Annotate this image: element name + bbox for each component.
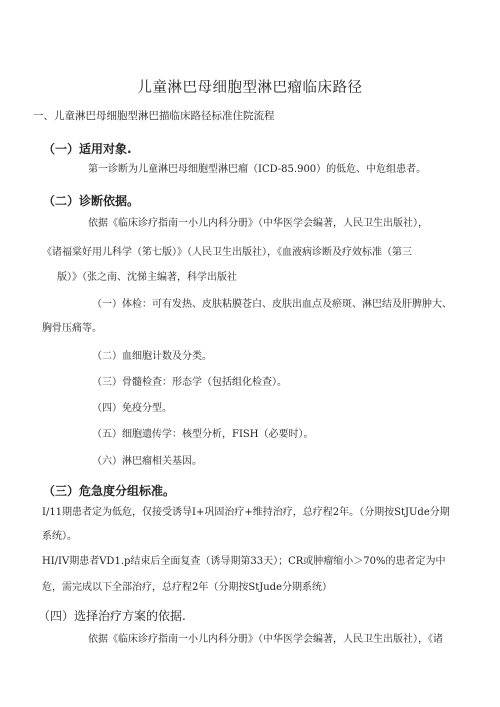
risk-line: I/11期患者定为低危，仅接受诱导I+巩固治疗+维持治疗，总疗程2年。（分期按StJUde分期 bbox=[42, 507, 450, 518]
treatment-heading: （四）选择治疗方案的依据. bbox=[38, 609, 186, 623]
risk-line: 系统）。 bbox=[42, 531, 77, 542]
diagnosis-line: 《诸福棠好用儿科学（笫七版）》（人民卫生出版社），《血液病诊断及疗效标准（第三 bbox=[42, 247, 412, 258]
diagnosis-item: （六）淋巴瘤相关基因。 bbox=[92, 456, 202, 467]
section-one-heading: 一、儿童淋巴母细胞型淋巴描临床路径标准住院流程 bbox=[33, 110, 275, 122]
treatment-line: 依据《临床诊疗指南一小儿内科分册》（中华医学会编著，人民卫生出版社），《诸 bbox=[88, 634, 443, 645]
exam-line: 胸骨压痛等。 bbox=[42, 323, 102, 334]
diagnosis-heading: （二）诊断依据。 bbox=[43, 194, 140, 208]
risk-line: HI/IV期患者VD1.p结束后全面复查（诱导期第33天）；CR或肿瘤缩小＞70%的患者定为中 bbox=[42, 556, 446, 567]
applicable-body: 第一诊断为儿童淋巴母细胞型淋巴瘤（ICD-85.900）的低危、中危组患者。 bbox=[88, 164, 427, 175]
diagnosis-item: （二）血细胞计数及分类。 bbox=[92, 351, 212, 362]
diagnosis-line: 版）》（张之南、沈悌主编著，科学出版社 bbox=[57, 272, 237, 283]
applicable-heading: （一）适用对象. bbox=[43, 142, 132, 156]
diagnosis-item: （三）骨髓检查：形态学（包括组化检查）。 bbox=[92, 377, 287, 388]
risk-heading: （三）危急度分组标准。 bbox=[43, 484, 176, 498]
page-title: 儿童淋巴母细胞型淋巴瘤临床路径 bbox=[137, 80, 363, 96]
risk-line: 危，需完成以下全部治疗，总疗程2年（分期按StJude分期系统） bbox=[42, 582, 332, 593]
diagnosis-item: （五）细胞遗传学：核型分析，FISH（必要时）。 bbox=[92, 429, 314, 440]
diagnosis-line: 依据《临床诊疗指南一小儿内科分册》（中华医学会编著，人民卫生出版社）， bbox=[88, 218, 428, 229]
diagnosis-item: （四）免疫分型。 bbox=[92, 403, 172, 414]
exam-line: （一）体检：可有发热、皮肤粘膜苍白、皮肤出血点及瘀斑、淋巴结及肝脾肿大、 bbox=[92, 299, 452, 310]
